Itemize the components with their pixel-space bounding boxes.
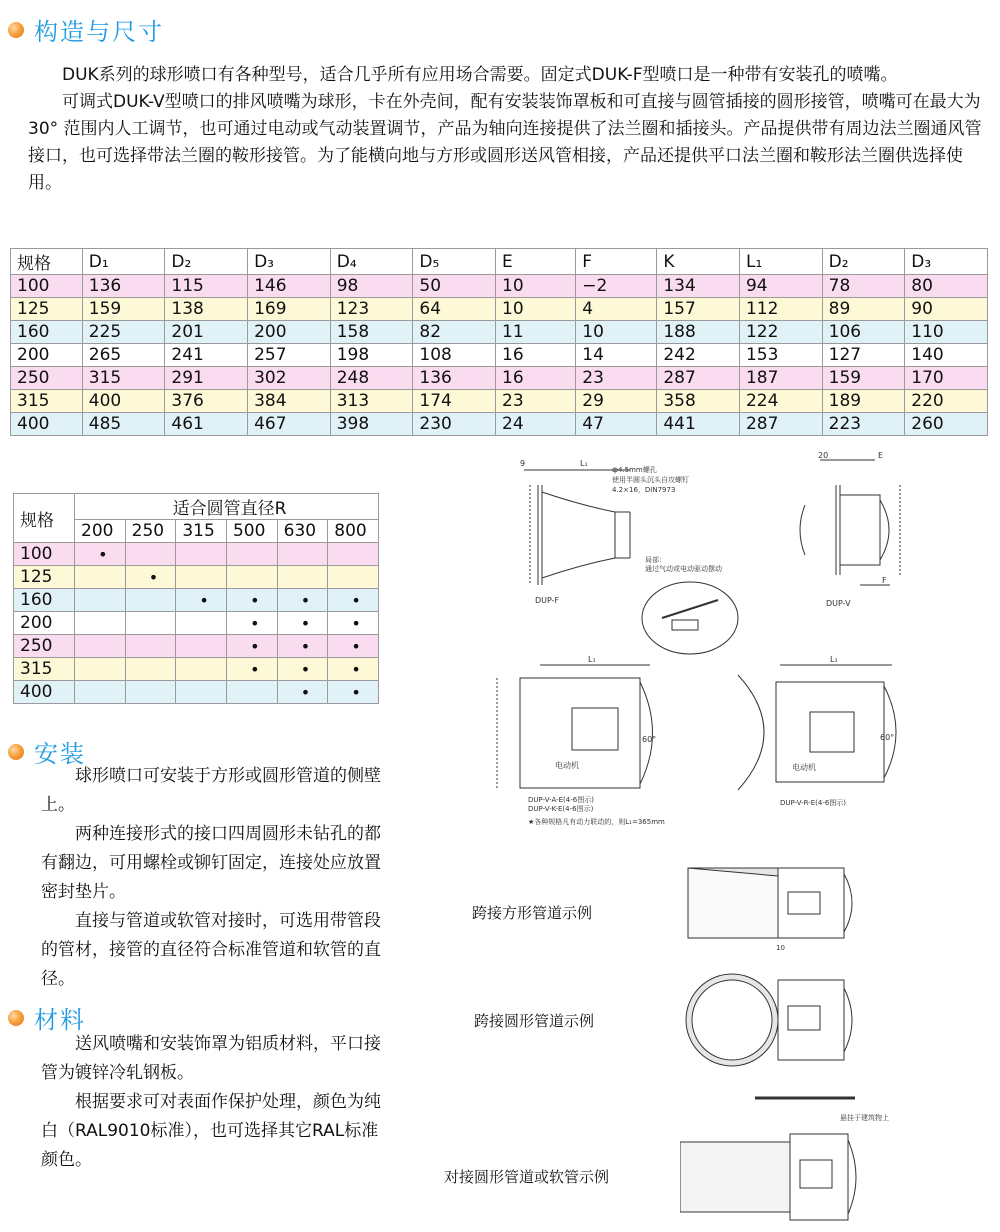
angle-60-label-1: 60° bbox=[642, 735, 657, 744]
table-cell: −2 bbox=[576, 275, 657, 298]
table-cell: 106 bbox=[822, 321, 905, 344]
table-cell: 230 bbox=[413, 413, 496, 436]
caption-flex-duct: 对接圆形管道或软管示例 bbox=[444, 1168, 610, 1186]
fit-mark-cell bbox=[328, 543, 379, 566]
table-cell: 257 bbox=[248, 344, 331, 367]
table-cell: 115 bbox=[165, 275, 248, 298]
intro-paragraph-1: DUK系列的球形喷口有各种型号，适合几乎所有应用场合需要。固定式DUK-F型喷口是一种带有安装孔的喷嘴。 bbox=[62, 65, 898, 85]
screw-note-2: 使用半圆头沉头自攻螺钉 bbox=[612, 476, 689, 484]
fit-mark-cell bbox=[277, 543, 328, 566]
table-row bbox=[11, 298, 988, 321]
table-cell: 485 bbox=[82, 413, 165, 436]
dimension-header-cell: E bbox=[496, 249, 576, 275]
fit-mark-cell bbox=[328, 566, 379, 589]
dim-20-label: 20 bbox=[818, 451, 829, 460]
fit-mark-cell: • bbox=[328, 658, 379, 681]
material-text bbox=[41, 1030, 383, 1175]
dup-v-ke-label: DUP-V-K-E(4-6图示) bbox=[528, 805, 594, 813]
square-duct-example bbox=[688, 868, 852, 952]
fit-size-cell: 400 bbox=[14, 681, 75, 704]
install-paragraph-1: 球形喷口可安装于方形或圆形管道的侧壁上。 bbox=[41, 766, 381, 815]
fit-mark-cell: • bbox=[328, 589, 379, 612]
dup-f-label: DUP-F bbox=[535, 596, 560, 605]
table-cell: 110 bbox=[905, 321, 988, 344]
fit-mark-cell bbox=[125, 589, 176, 612]
table-cell: 461 bbox=[165, 413, 248, 436]
fit-mark-cell bbox=[277, 566, 328, 589]
dup-v-ae-label: DUP-V-A-E(4-6图示) bbox=[528, 796, 594, 804]
table-cell: 174 bbox=[413, 390, 496, 413]
table-cell: 291 bbox=[165, 367, 248, 390]
table-row bbox=[14, 658, 379, 681]
motor-footnote: ★各种规格凡有动力联动的，则L₁=365mm bbox=[528, 818, 665, 826]
duct-fit-table bbox=[13, 493, 379, 704]
table-row bbox=[11, 275, 988, 298]
table-cell: 400 bbox=[11, 413, 83, 436]
table-cell: 136 bbox=[413, 367, 496, 390]
table-cell: 16 bbox=[496, 367, 576, 390]
table-cell: 82 bbox=[413, 321, 496, 344]
table-cell: 223 bbox=[822, 413, 905, 436]
fit-mark-cell: • bbox=[226, 658, 277, 681]
dimension-header-cell: D₃ bbox=[905, 249, 988, 275]
fit-mark-cell: • bbox=[328, 635, 379, 658]
fit-mark-cell: • bbox=[226, 589, 277, 612]
fit-mark-cell bbox=[75, 589, 126, 612]
fit-mark-cell bbox=[75, 681, 126, 704]
fit-mark-cell bbox=[176, 543, 227, 566]
dup-v-re-drawing bbox=[738, 655, 896, 807]
table-cell: 198 bbox=[330, 344, 413, 367]
fit-mark-cell bbox=[176, 635, 227, 658]
local-detail-drawing bbox=[642, 555, 738, 654]
table-row bbox=[11, 367, 988, 390]
dimension-table bbox=[10, 248, 988, 436]
fit-mark-cell bbox=[125, 658, 176, 681]
table-row bbox=[14, 589, 379, 612]
table-cell: 225 bbox=[82, 321, 165, 344]
table-cell: 241 bbox=[165, 344, 248, 367]
table-cell: 250 bbox=[11, 367, 83, 390]
intro-paragraph-2: 可调式DUK-V型喷口的排风喷嘴为球形，卡在外壳间，配有安装装饰罩板和可直接与圆管插接的圆形接管，喷嘴可在最大为30° 范围内人工调节，也可通过电动或气动装置调节，产品为轴向连接提供了法兰圈和插接头。产品提供带有周边法兰圈通风管接口，也可选择带法兰圈的鞍形接管。为了能横向地与方形或圆形送风管相接，产品还提供平口法兰圈和鞍形法兰圈供选择使用。 bbox=[28, 92, 982, 193]
fit-mark-cell: • bbox=[277, 658, 328, 681]
dimension-header-cell: D₄ bbox=[330, 249, 413, 275]
fit-mark-cell: • bbox=[277, 681, 328, 704]
dup-v-re-label: DUP-V-R-E(4-6图示) bbox=[780, 799, 847, 807]
table-cell: 265 bbox=[82, 344, 165, 367]
example-drawings bbox=[680, 858, 980, 1228]
table-cell: 287 bbox=[739, 413, 822, 436]
table-cell: 10 bbox=[576, 321, 657, 344]
fit-mark-cell bbox=[75, 635, 126, 658]
table-cell: 136 bbox=[82, 275, 165, 298]
screw-note-3: 4.2×16，DIN7973 bbox=[612, 486, 676, 494]
fit-mark-cell bbox=[125, 635, 176, 658]
fit-mark-cell: • bbox=[226, 612, 277, 635]
fit-mark-cell: • bbox=[328, 612, 379, 635]
fit-mark-cell: • bbox=[125, 566, 176, 589]
table-cell: 157 bbox=[657, 298, 740, 321]
dup-f-drawing bbox=[520, 459, 689, 605]
table-cell: 287 bbox=[657, 367, 740, 390]
local-note-2: 通过气动或电动驱动摆动 bbox=[645, 565, 722, 573]
hang-note: 悬挂于建筑物上 bbox=[840, 1114, 889, 1122]
table-cell: 80 bbox=[905, 275, 988, 298]
table-cell: 400 bbox=[82, 390, 165, 413]
dup-v-label: DUP-V bbox=[826, 599, 851, 608]
table-cell: 159 bbox=[822, 367, 905, 390]
fit-size-header: 规格 bbox=[14, 494, 75, 543]
table-cell: 14 bbox=[576, 344, 657, 367]
fit-mark-cell: • bbox=[75, 543, 126, 566]
table-cell: 189 bbox=[822, 390, 905, 413]
dim-e-label: E bbox=[878, 451, 884, 460]
fit-diameter-cell: 250 bbox=[125, 520, 176, 543]
fit-mark-cell bbox=[176, 681, 227, 704]
table-cell: 24 bbox=[496, 413, 576, 436]
fit-mark-cell bbox=[75, 658, 126, 681]
dimension-header-cell: K bbox=[657, 249, 740, 275]
dup-v-drawing bbox=[800, 451, 900, 608]
table-cell: 78 bbox=[822, 275, 905, 298]
table-row bbox=[14, 612, 379, 635]
section-heading-structure bbox=[8, 12, 164, 47]
caption-square-duct: 跨接方形管道示例 bbox=[472, 904, 593, 922]
fit-diameter-cell: 500 bbox=[226, 520, 277, 543]
table-cell: 16 bbox=[496, 344, 576, 367]
table-cell: 125 bbox=[11, 298, 83, 321]
table-cell: 313 bbox=[330, 390, 413, 413]
fit-size-cell: 250 bbox=[14, 635, 75, 658]
fit-mark-cell bbox=[125, 681, 176, 704]
table-row bbox=[11, 390, 988, 413]
table-cell: 127 bbox=[822, 344, 905, 367]
dim-10-label: 10 bbox=[776, 944, 785, 952]
install-text bbox=[41, 762, 383, 994]
table-cell: 248 bbox=[330, 367, 413, 390]
fit-mark-cell: • bbox=[277, 589, 328, 612]
dimension-header-cell: D₁ bbox=[82, 249, 165, 275]
material-paragraph-2: 根据要求可对表面作保护处理，颜色为纯白（RAL9010标准），也可选择其它RAL标准颜色。 bbox=[41, 1092, 381, 1170]
fit-group-header: 适合圆管直径R bbox=[75, 494, 379, 520]
table-cell: 302 bbox=[248, 367, 331, 390]
fit-mark-cell bbox=[226, 543, 277, 566]
table-cell: 4 bbox=[576, 298, 657, 321]
table-cell: 140 bbox=[905, 344, 988, 367]
material-paragraph-1: 送风喷嘴和安装饰罩为铝质材料，平口接管为镀锌冷轧钢板。 bbox=[41, 1034, 381, 1083]
fit-mark-cell bbox=[226, 681, 277, 704]
fit-size-cell: 160 bbox=[14, 589, 75, 612]
fit-header-row bbox=[14, 494, 379, 520]
table-cell: 398 bbox=[330, 413, 413, 436]
fit-mark-cell: • bbox=[328, 681, 379, 704]
dimension-header-cell: D₅ bbox=[413, 249, 496, 275]
table-cell: 201 bbox=[165, 321, 248, 344]
dimension-header-cell: 规格 bbox=[11, 249, 83, 275]
table-cell: 384 bbox=[248, 390, 331, 413]
motor-label-1: 电动机 bbox=[555, 761, 579, 770]
table-cell: 200 bbox=[11, 344, 83, 367]
table-cell: 123 bbox=[330, 298, 413, 321]
table-cell: 170 bbox=[905, 367, 988, 390]
orange-bullet-icon bbox=[8, 1010, 24, 1026]
table-row bbox=[11, 344, 988, 367]
fit-size-cell: 200 bbox=[14, 612, 75, 635]
table-cell: 134 bbox=[657, 275, 740, 298]
table-cell: 260 bbox=[905, 413, 988, 436]
table-cell: 94 bbox=[739, 275, 822, 298]
table-cell: 188 bbox=[657, 321, 740, 344]
fit-size-cell: 125 bbox=[14, 566, 75, 589]
table-row bbox=[11, 413, 988, 436]
table-cell: 315 bbox=[11, 390, 83, 413]
table-cell: 11 bbox=[496, 321, 576, 344]
angle-60-label-2: 60° bbox=[880, 733, 895, 742]
table-cell: 315 bbox=[82, 367, 165, 390]
table-cell: 10 bbox=[496, 298, 576, 321]
table-cell: 90 bbox=[905, 298, 988, 321]
dim-l1-label-3: L₁ bbox=[830, 655, 838, 664]
table-cell: 159 bbox=[82, 298, 165, 321]
dup-v-ae-drawing bbox=[497, 655, 665, 827]
dim-9-label: 9 bbox=[520, 459, 526, 468]
fit-mark-cell bbox=[176, 612, 227, 635]
motor-label-2: 电动机 bbox=[792, 763, 816, 772]
table-row bbox=[14, 681, 379, 704]
intro-text bbox=[28, 62, 990, 197]
section-title-structure: 构造与尺寸 bbox=[34, 18, 164, 46]
table-cell: 220 bbox=[905, 390, 988, 413]
table-row bbox=[14, 566, 379, 589]
table-cell: 160 bbox=[11, 321, 83, 344]
dimension-header-cell: D₂ bbox=[822, 249, 905, 275]
caption-round-duct: 跨接圆形管道示例 bbox=[474, 1012, 595, 1030]
dimension-header-cell: D₂ bbox=[165, 249, 248, 275]
dim-l1-label-2: L₁ bbox=[588, 655, 596, 664]
table-cell: 158 bbox=[330, 321, 413, 344]
fit-diameter-cell: 630 bbox=[277, 520, 328, 543]
fit-diameter-cell: 315 bbox=[176, 520, 227, 543]
dimension-header-cell: D₃ bbox=[248, 249, 331, 275]
install-paragraph-3: 直接与管道或软管对接时，可选用带管段的管材，接管的直径符合标准管道和软管的直径。 bbox=[41, 911, 381, 989]
dim-l1-label: L₁ bbox=[580, 459, 588, 468]
table-cell: 146 bbox=[248, 275, 331, 298]
fit-mark-cell: • bbox=[176, 589, 227, 612]
fit-mark-cell: • bbox=[277, 612, 328, 635]
fit-mark-cell bbox=[75, 566, 126, 589]
orange-bullet-icon bbox=[8, 22, 24, 38]
table-cell: 29 bbox=[576, 390, 657, 413]
fit-mark-cell bbox=[75, 612, 126, 635]
orange-bullet-icon bbox=[8, 744, 24, 760]
install-paragraph-2: 两种连接形式的接口四周圆形未钻孔的都有翻边，可用螺栓或铆钉固定，连接处应放置密封垫片。 bbox=[41, 824, 381, 902]
table-cell: 200 bbox=[248, 321, 331, 344]
table-cell: 441 bbox=[657, 413, 740, 436]
table-cell: 98 bbox=[330, 275, 413, 298]
table-cell: 100 bbox=[11, 275, 83, 298]
local-note-1: 局部： bbox=[645, 556, 666, 564]
dim-f-label: F bbox=[882, 576, 887, 585]
table-cell: 50 bbox=[413, 275, 496, 298]
table-cell: 64 bbox=[413, 298, 496, 321]
fit-mark-cell: • bbox=[277, 635, 328, 658]
table-cell: 122 bbox=[739, 321, 822, 344]
table-cell: 187 bbox=[739, 367, 822, 390]
table-cell: 169 bbox=[248, 298, 331, 321]
screw-note-1: ф4.5mm螺孔 bbox=[612, 466, 657, 474]
flex-duct-example bbox=[680, 1098, 889, 1220]
fit-size-cell: 315 bbox=[14, 658, 75, 681]
table-cell: 23 bbox=[496, 390, 576, 413]
table-cell: 10 bbox=[496, 275, 576, 298]
table-cell: 467 bbox=[248, 413, 331, 436]
fit-diameter-cell: 200 bbox=[75, 520, 126, 543]
section-title-material: 材料 bbox=[34, 1006, 86, 1034]
table-cell: 23 bbox=[576, 367, 657, 390]
table-cell: 376 bbox=[165, 390, 248, 413]
table-cell: 358 bbox=[657, 390, 740, 413]
table-row bbox=[14, 635, 379, 658]
table-row bbox=[11, 321, 988, 344]
table-cell: 153 bbox=[739, 344, 822, 367]
dimension-header-row bbox=[11, 249, 988, 275]
fit-mark-cell bbox=[125, 612, 176, 635]
technical-drawings bbox=[480, 450, 995, 830]
table-row bbox=[14, 543, 379, 566]
table-cell: 112 bbox=[739, 298, 822, 321]
fit-diameter-cell: 800 bbox=[328, 520, 379, 543]
table-cell: 108 bbox=[413, 344, 496, 367]
table-cell: 224 bbox=[739, 390, 822, 413]
table-cell: 47 bbox=[576, 413, 657, 436]
table-cell: 242 bbox=[657, 344, 740, 367]
fit-mark-cell bbox=[125, 543, 176, 566]
table-cell: 138 bbox=[165, 298, 248, 321]
round-duct-example bbox=[686, 974, 852, 1066]
dimension-header-cell: F bbox=[576, 249, 657, 275]
table-cell: 89 bbox=[822, 298, 905, 321]
fit-mark-cell bbox=[176, 566, 227, 589]
fit-size-cell: 100 bbox=[14, 543, 75, 566]
section-title-install: 安装 bbox=[34, 740, 86, 768]
fit-mark-cell bbox=[176, 658, 227, 681]
fit-mark-cell: • bbox=[226, 635, 277, 658]
dimension-header-cell: L₁ bbox=[739, 249, 822, 275]
fit-mark-cell bbox=[226, 566, 277, 589]
